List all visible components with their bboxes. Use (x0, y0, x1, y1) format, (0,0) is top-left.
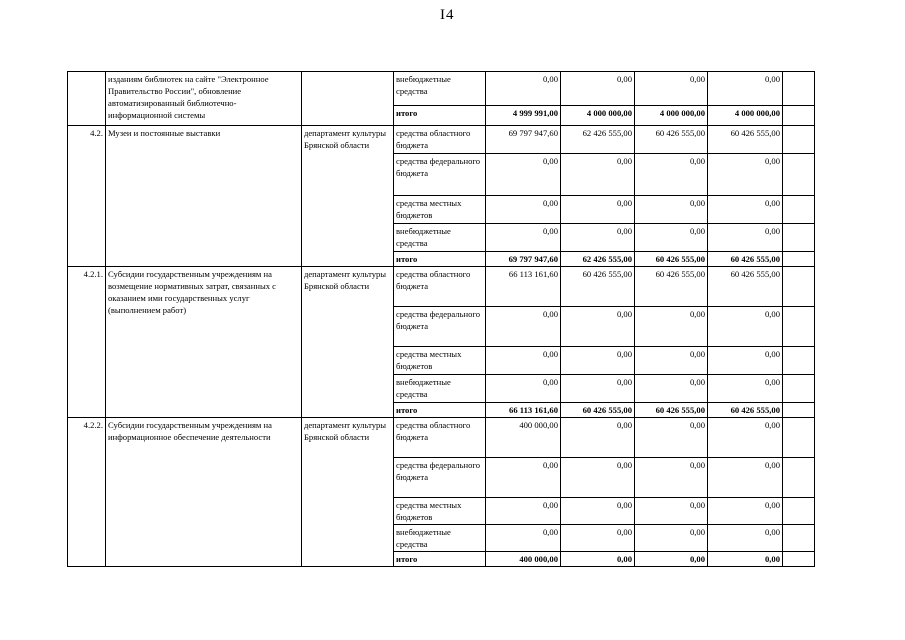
index-cell (68, 72, 106, 126)
amount-cell: 0,00 (561, 347, 635, 375)
extra-cell (783, 525, 815, 552)
amount-cell: 400 000,00 (486, 418, 561, 458)
amount-cell: 4 000 000,00 (561, 106, 635, 126)
extra-cell (783, 154, 815, 196)
extra-cell (783, 72, 815, 106)
amount-cell: 0,00 (561, 72, 635, 106)
amount-cell: 0,00 (486, 154, 561, 196)
table-row (68, 72, 815, 106)
amount-cell: 4 000 000,00 (635, 106, 708, 126)
funding-source-cell: итого (394, 106, 486, 126)
amount-cell: 60 426 555,00 (635, 267, 708, 307)
executor-cell: департамент культуры Брянской области (302, 267, 394, 418)
amount-cell: 0,00 (486, 72, 561, 106)
amount-cell: 0,00 (486, 375, 561, 403)
funding-source-cell: внебюджетные средства (394, 224, 486, 252)
amount-cell: 0,00 (486, 196, 561, 224)
amount-cell: 0,00 (635, 347, 708, 375)
extra-cell (783, 252, 815, 267)
executor-cell (302, 72, 394, 126)
amount-cell: 60 426 555,00 (708, 126, 783, 154)
extra-cell (783, 307, 815, 347)
funding-source-cell: средства местных бюджетов (394, 498, 486, 525)
funding-source-cell: внебюджетные средства (394, 375, 486, 403)
amount-cell: 0,00 (708, 72, 783, 106)
amount-cell: 0,00 (486, 307, 561, 347)
funding-source-cell: средства федерального бюджета (394, 458, 486, 498)
amount-cell: 0,00 (561, 196, 635, 224)
amount-cell: 0,00 (635, 552, 708, 567)
funding-source-cell: внебюджетные средства (394, 72, 486, 106)
amount-cell: 0,00 (635, 458, 708, 498)
amount-cell: 0,00 (708, 154, 783, 196)
amount-cell: 0,00 (561, 307, 635, 347)
amount-cell: 0,00 (561, 375, 635, 403)
amount-cell: 0,00 (486, 224, 561, 252)
extra-cell (783, 498, 815, 525)
funding-source-cell: средства областного бюджета (394, 126, 486, 154)
extra-cell (783, 126, 815, 154)
index-cell: 4.2. (68, 126, 106, 267)
event-name-cell: Субсидии государственным учреждениям на возмещение нормативных затрат, связанных с оказанием ими государственных услуг (выполнением работ) (106, 267, 302, 418)
extra-cell (783, 196, 815, 224)
extra-cell (783, 267, 815, 307)
extra-cell (783, 458, 815, 498)
executor-cell: департамент культуры Брянской области (302, 418, 394, 567)
funding-source-cell: средства местных бюджетов (394, 196, 486, 224)
funding-source-cell: внебюджетные средства (394, 525, 486, 552)
amount-cell: 60 426 555,00 (708, 252, 783, 267)
amount-cell: 0,00 (635, 418, 708, 458)
amount-cell: 69 797 947,60 (486, 126, 561, 154)
table-row (68, 267, 815, 307)
amount-cell: 66 113 161,60 (486, 403, 561, 418)
extra-cell (783, 106, 815, 126)
funding-source-cell: средства местных бюджетов (394, 347, 486, 375)
amount-cell: 0,00 (561, 224, 635, 252)
amount-cell: 400 000,00 (486, 552, 561, 567)
extra-cell (783, 375, 815, 403)
funding-source-cell: средства областного бюджета (394, 267, 486, 307)
amount-cell: 0,00 (486, 498, 561, 525)
amount-cell: 60 426 555,00 (635, 403, 708, 418)
amount-cell: 0,00 (635, 498, 708, 525)
amount-cell: 0,00 (561, 498, 635, 525)
amount-cell: 0,00 (708, 347, 783, 375)
funding-source-cell: средства федерального бюджета (394, 154, 486, 196)
amount-cell: 60 426 555,00 (708, 267, 783, 307)
amount-cell: 0,00 (486, 458, 561, 498)
amount-cell: 0,00 (561, 552, 635, 567)
amount-cell: 0,00 (708, 458, 783, 498)
table-row (68, 126, 815, 154)
amount-cell: 4 000 000,00 (708, 106, 783, 126)
amount-cell: 0,00 (486, 347, 561, 375)
executor-cell: департамент культуры Брянской области (302, 126, 394, 267)
funding-source-cell: итого (394, 252, 486, 267)
event-name-cell: Музеи и постоянные выставки (106, 126, 302, 267)
table-row (68, 418, 815, 458)
amount-cell: 60 426 555,00 (708, 403, 783, 418)
funding-source-cell: итого (394, 552, 486, 567)
amount-cell: 0,00 (708, 418, 783, 458)
amount-cell: 4 999 991,00 (486, 106, 561, 126)
index-cell: 4.2.1. (68, 267, 106, 418)
extra-cell (783, 418, 815, 458)
amount-cell: 62 426 555,00 (561, 252, 635, 267)
amount-cell: 0,00 (708, 525, 783, 552)
amount-cell: 0,00 (635, 224, 708, 252)
page-number: I4 (440, 7, 455, 23)
amount-cell: 69 797 947,60 (486, 252, 561, 267)
funding-source-cell: средства областного бюджета (394, 418, 486, 458)
extra-cell (783, 552, 815, 567)
amount-cell: 0,00 (486, 525, 561, 552)
amount-cell: 0,00 (635, 72, 708, 106)
amount-cell: 60 426 555,00 (561, 267, 635, 307)
amount-cell: 0,00 (635, 375, 708, 403)
funding-source-cell: итого (394, 403, 486, 418)
amount-cell: 62 426 555,00 (561, 126, 635, 154)
amount-cell: 66 113 161,60 (486, 267, 561, 307)
extra-cell (783, 347, 815, 375)
amount-cell: 60 426 555,00 (635, 126, 708, 154)
amount-cell: 0,00 (708, 552, 783, 567)
amount-cell: 0,00 (708, 307, 783, 347)
amount-cell: 0,00 (561, 525, 635, 552)
amount-cell: 0,00 (708, 498, 783, 525)
amount-cell: 0,00 (561, 458, 635, 498)
amount-cell: 0,00 (561, 154, 635, 196)
budget-table (67, 71, 815, 567)
amount-cell: 0,00 (708, 375, 783, 403)
amount-cell: 0,00 (708, 224, 783, 252)
amount-cell: 0,00 (708, 196, 783, 224)
extra-cell (783, 403, 815, 418)
amount-cell: 60 426 555,00 (561, 403, 635, 418)
amount-cell: 0,00 (635, 154, 708, 196)
amount-cell: 0,00 (561, 418, 635, 458)
index-cell: 4.2.2. (68, 418, 106, 567)
amount-cell: 60 426 555,00 (635, 252, 708, 267)
event-name-cell: Субсидии государственным учреждениям на информационное обеспечение деятельности (106, 418, 302, 567)
event-name-cell: изданиям библиотек на сайте "Электронное Правительство России", обновление автоматизированный библиотечно-информационной системы (106, 72, 302, 126)
extra-cell (783, 224, 815, 252)
amount-cell: 0,00 (635, 196, 708, 224)
amount-cell: 0,00 (635, 525, 708, 552)
amount-cell: 0,00 (635, 307, 708, 347)
funding-source-cell: средства федерального бюджета (394, 307, 486, 347)
